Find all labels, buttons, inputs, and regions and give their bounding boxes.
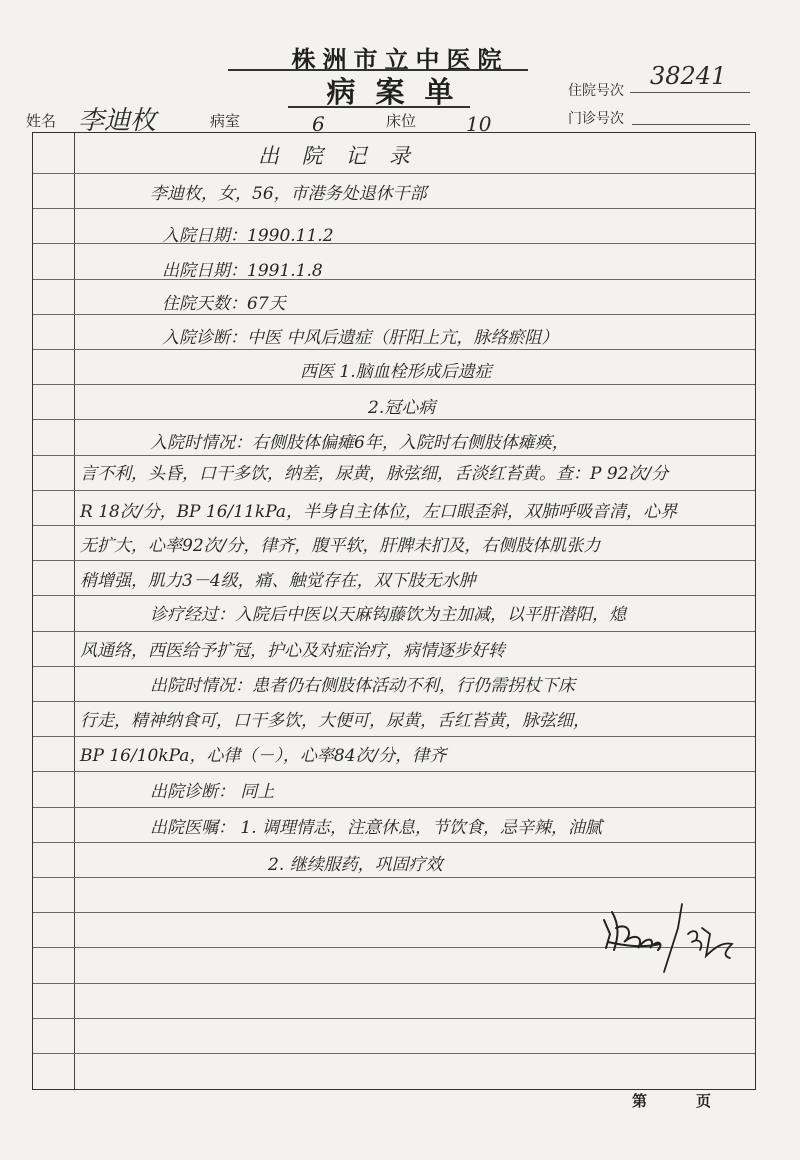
record-line: 入院诊断：中医 中风后遗症（肝阳上亢，脉络瘀阻） [162,328,559,348]
bed-label: 床位 [386,112,417,130]
ruled-line [33,701,755,702]
outpatient-no-label: 门诊号次 [568,111,624,127]
admission-no-label: 住院号次 [568,83,624,99]
ruled-line [33,666,755,667]
ruled-line [33,736,755,737]
ward-label: 病室 [210,112,241,130]
record-line: 风通络，西医给予扩冠，护心及对症治疗，病情逐步好转 [80,641,505,661]
form-title: 病案单 [326,75,474,109]
admission-no-line [630,92,750,93]
outpatient-no-line [632,124,750,125]
patient-name-label: 姓名 [26,112,57,130]
bed-value: 10 [466,112,492,136]
doctor-signature [598,898,748,978]
record-line: 无扩大，心率92次/分，律齐，腹平软，肝脾未扪及，右侧肢体肌张力 [80,536,601,556]
page-label: 第 [632,1092,648,1110]
record-line: 2. 继续服药，巩固疗效 [268,855,443,875]
ruled-line [33,384,755,385]
ruled-line [33,208,755,209]
ruled-line [33,455,755,456]
record-line: 言不利，头昏，口干多饮，纳差，尿黄，脉弦细，舌淡红苔黄。查：P 92次/分 [80,464,669,484]
record-line: 入院时情况：右侧肢体偏瘫6年，入院时右侧肢体瘫痪， [150,433,569,453]
record-line: R 18次/分，BP 16/11kPa，半身自主体位，左口眼歪斜，双肺呼吸音清，心界 [80,502,677,522]
ruled-line [33,631,755,632]
record-heading: 出 院 记 录 [258,144,419,168]
record-line: 出院诊断： 同上 [150,782,275,802]
ruled-line [33,1053,755,1054]
ruled-line [33,243,755,244]
record-line: 行走，精神纳食可，口干多饮，大便可，尿黄，舌红苔黄，脉弦细， [80,711,590,731]
ruled-line [33,349,755,350]
hospital-name: 株洲市立中医院 [291,45,509,74]
record-line: 出院时情况：患者仍右侧肢体活动不利，行仍需拐杖下床 [150,676,575,696]
form-title-rule [288,106,470,108]
record-line: 住院天数：67天 [162,294,286,314]
record-line: 诊疗经过：入院后中医以天麻钩藤饮为主加减，以平肝潜阳，熄 [150,605,626,625]
record-line: 稍增强，肌力3－4级，痛、触觉存在，双下肢无水肿 [80,571,476,591]
record-line: 出院日期：1991.1.8 [162,261,323,281]
ruled-line [33,842,755,843]
ward-value: 6 [312,112,325,136]
ruled-line [33,525,755,526]
record-line: BP 16/10kPa，心律（－），心率84次/分，律齐 [80,746,447,766]
record-line: 李迪枚，女，56，市港务处退休干部 [150,184,427,204]
admission-no-value: 38241 [650,62,727,90]
ruled-line [33,560,755,561]
ruled-line [33,279,755,280]
ruled-line [33,314,755,315]
patient-name-value: 李迪枚 [78,106,157,136]
ruled-line [33,771,755,772]
ruled-line [33,173,755,174]
record-line: 西医 1.脑血栓形成后遗症 [300,362,492,382]
page-suffix: 页 [696,1092,712,1110]
ruled-line [33,807,755,808]
ruled-line [33,490,755,491]
ruled-line [33,983,755,984]
ruled-line [33,419,755,420]
ruled-line [33,1018,755,1019]
record-line: 2.冠心病 [368,398,436,418]
left-margin-line [74,132,75,1090]
ruled-line [33,877,755,878]
signature-drawing [598,898,748,978]
record-line: 入院日期：1990.11.2 [162,226,334,246]
record-line: 出院医嘱： 1. 调理情志，注意休息，节饮食，忌辛辣，油腻 [150,818,603,838]
ruled-line [33,595,755,596]
